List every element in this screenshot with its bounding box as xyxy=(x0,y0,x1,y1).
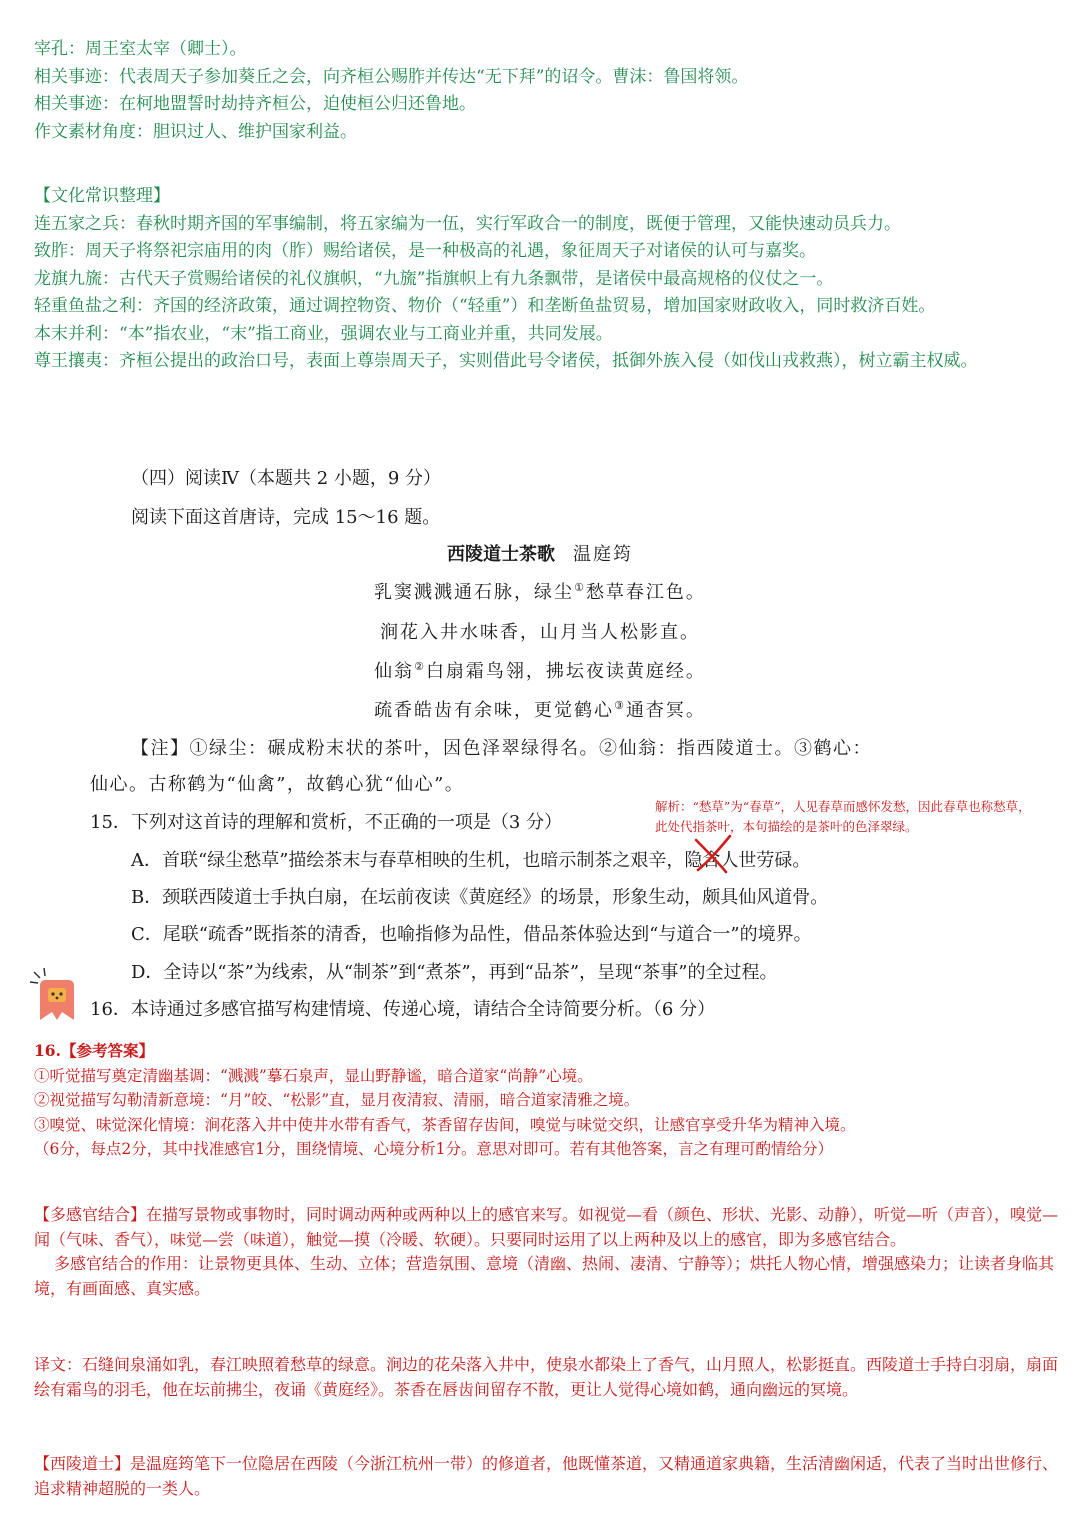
poem-note-line1: 【注】①绿尘：碾成粉末状的茶叶，因色泽翠绿得名。②仙翁：指西陵道士。③鹤心： xyxy=(131,738,872,759)
culture-item: 龙旗九旒：古代天子赏赐给诸侯的礼仪旗帜，“九旒”指旗帜上有九条飘带，是诸侯中最高规格的仪仗之一。 xyxy=(34,268,834,289)
culture-section xyxy=(34,183,1058,376)
q15-analysis: 解析：“愁草”为“春草”，人见春草而感怀发愁，因此春草也称愁草，此处代指茶叶，本句描绘的是茶叶的色泽翠绿。 xyxy=(655,799,1031,834)
footnote-mark: ③ xyxy=(614,699,626,712)
note-line: 作文素材角度：胆识过人、维护国家利益。 xyxy=(34,121,357,142)
sticker-icon xyxy=(28,966,80,1024)
answer-heading: 16.【参考答案】 xyxy=(34,1041,154,1060)
multi-sense-para1: 【多感官结合】在描写景物或事物时，同时调动两种或两种以上的感官来写。如视觉—看（颜色、形状、光影、动静），听觉—听（声音），嗅觉—闻（气味、香气），味觉—尝（味道），触觉—摸（冷暖、软硬）。只要同时运用了以上两种及以上的感官，即为多感官结合。 xyxy=(34,1205,1059,1249)
answer-line: ③嗅觉、味觉深化情境：涧花落入井中使井水带有香气，茶香留存齿间，嗅觉与味觉交织，让感官享受升华为精神入境。 xyxy=(34,1115,856,1134)
poem-line: 涧花入井水味香，山月当人松影直。 xyxy=(380,622,700,643)
q15-stem: 15．下列对这首诗的理解和赏析，不正确的一项是（3 分） xyxy=(90,812,563,833)
note-line: 相关事迹：代表周天子参加葵丘之会，向齐桓公赐胙并传达“无下拜”的诏令。曹沫：鲁国将领。 xyxy=(34,66,749,87)
section-header: （四）阅读Ⅳ（本题共 2 小题，9 分） xyxy=(131,468,442,489)
answer-line: ②视觉描写勾勒清新意境：“月”皎、“松影”直，显月夜清寂、清丽，暗合道家清雅之境。 xyxy=(34,1091,640,1110)
answer-line: （6分，每点2分，其中找准感官1分，围绕情境、心境分析1分。意思对即可。若有其他答案，言之有理可酌情给分） xyxy=(34,1140,833,1159)
poem-title-row xyxy=(0,540,1080,566)
answer-section xyxy=(34,1039,1058,1162)
poem-line: 疏香皓齿有余味，更觉鹤心③通杳冥。 xyxy=(374,699,706,721)
answer-line: ①听觉描写奠定清幽基调：“溅溅”摹石泉声，显山野静谧，暗合道家“尚静”心境。 xyxy=(34,1066,593,1085)
q15-option-a: A．首联“绿尘愁草”描绘茶末与春草相映的生机，也暗示制茶之艰辛，隐含人世劳碌。 xyxy=(131,850,811,871)
q15-option-c: C．尾联“疏香”既指茶的清香，也喻指修为品性，借品茶体验达到“与道合一”的境界。 xyxy=(131,924,812,945)
multi-sense-para2: 多感官结合的作用：让景物更具体、生动、立体；营造氛围、意境（清幽、热闹、凄清、宁静等）；烘托人物心情，增强感染力；让读者身临其境，有画面感、真实感。 xyxy=(34,1254,1055,1298)
cross-mark-icon xyxy=(690,832,734,876)
note-line: 相关事迹：在柯地盟誓时劫持齐桓公，迫使桓公归还鲁地。 xyxy=(34,94,476,114)
q16-stem: 16．本诗通过多感官描写构建情境、传递心境，请结合全诗简要分析。（6 分） xyxy=(90,999,716,1020)
poem-title: 西陵道士茶歌 xyxy=(447,544,555,565)
q15-option-b: B．颈联西陵道士手执白扇，在坛前夜读《黄庭经》的场景，形象生动，颇具仙风道骨。 xyxy=(131,887,829,908)
culture-heading: 【文化常识整理】 xyxy=(34,186,170,206)
multi-sense-section xyxy=(34,1203,1058,1301)
note-line: 宰孔：周王室太宰（卿士）。 xyxy=(34,39,247,59)
footnote-mark: ① xyxy=(574,581,586,594)
xiling-note: 【西陵道士】是温庭筠笔下一位隐居在西陵（今浙江杭州一带）的修道者，他既懂茶道，又精通道家典籍，生活清幽闲适，代表了当时出世修行、追求精神超脱的一类人。 xyxy=(34,1454,1059,1498)
culture-item: 连五家之兵：春秋时期齐国的军事编制，将五家编为一伍，实行军政合一的制度，既便于管理，又能快速动员兵力。 xyxy=(34,213,901,234)
culture-item: 本末并利：“本”指农业，“末”指工商业，强调农业与工商业并重，共同发展。 xyxy=(34,323,613,344)
translation: 译文：石缝间泉涌如乳，春江映照着愁草的绿意。涧边的花朵落入井中，使泉水都染上了香气，山月照人，松影挺直。西陵道士手持白羽扇，扇面绘有霜鸟的羽毛，他在坛前拂尘，夜诵《黄庭经》。茶香在唇齿间留存不散，更让人觉得心境如鹤，通向幽远的冥境。 xyxy=(34,1355,1059,1399)
footnote-mark: ② xyxy=(414,660,426,673)
poem-author: 温庭筠 xyxy=(573,544,633,565)
culture-item: 尊王攘夷：齐桓公提出的政治口号，表面上尊崇周天子，实则借此号令诸侯，抵御外族入侵（如伐山戎救燕），树立霸主权威。 xyxy=(34,351,978,371)
top-notes xyxy=(34,36,1058,146)
section-instruction: 阅读下面这首唐诗，完成 15～16 题。 xyxy=(131,507,441,528)
poem-note-line2: 仙心。古称鹤为“仙禽”，故鹤心犹“仙心”。 xyxy=(90,774,465,795)
culture-item: 轻重鱼盐之利：齐国的经济政策，通过调控物资、物价（“轻重”）和垄断鱼盐贸易，增加国家财政收入，同时救济百姓。 xyxy=(34,296,936,316)
q15-option-d: D．全诗以“茶”为线索，从“制茶”到“煮茶”，再到“品茶”，呈现“茶事”的全过程。 xyxy=(131,962,778,983)
culture-item: 致胙：周天子将祭祀宗庙用的肉（胙）赐给诸侯，是一种极高的礼遇，象征周天子对诸侯的认可与嘉奖。 xyxy=(34,241,816,261)
poem-line: 仙翁②白扇霜鸟翎，拂坛夜读黄庭经。 xyxy=(374,660,706,682)
poem-line: 乳窦溅溅通石脉，绿尘①愁草春江色。 xyxy=(374,581,706,603)
